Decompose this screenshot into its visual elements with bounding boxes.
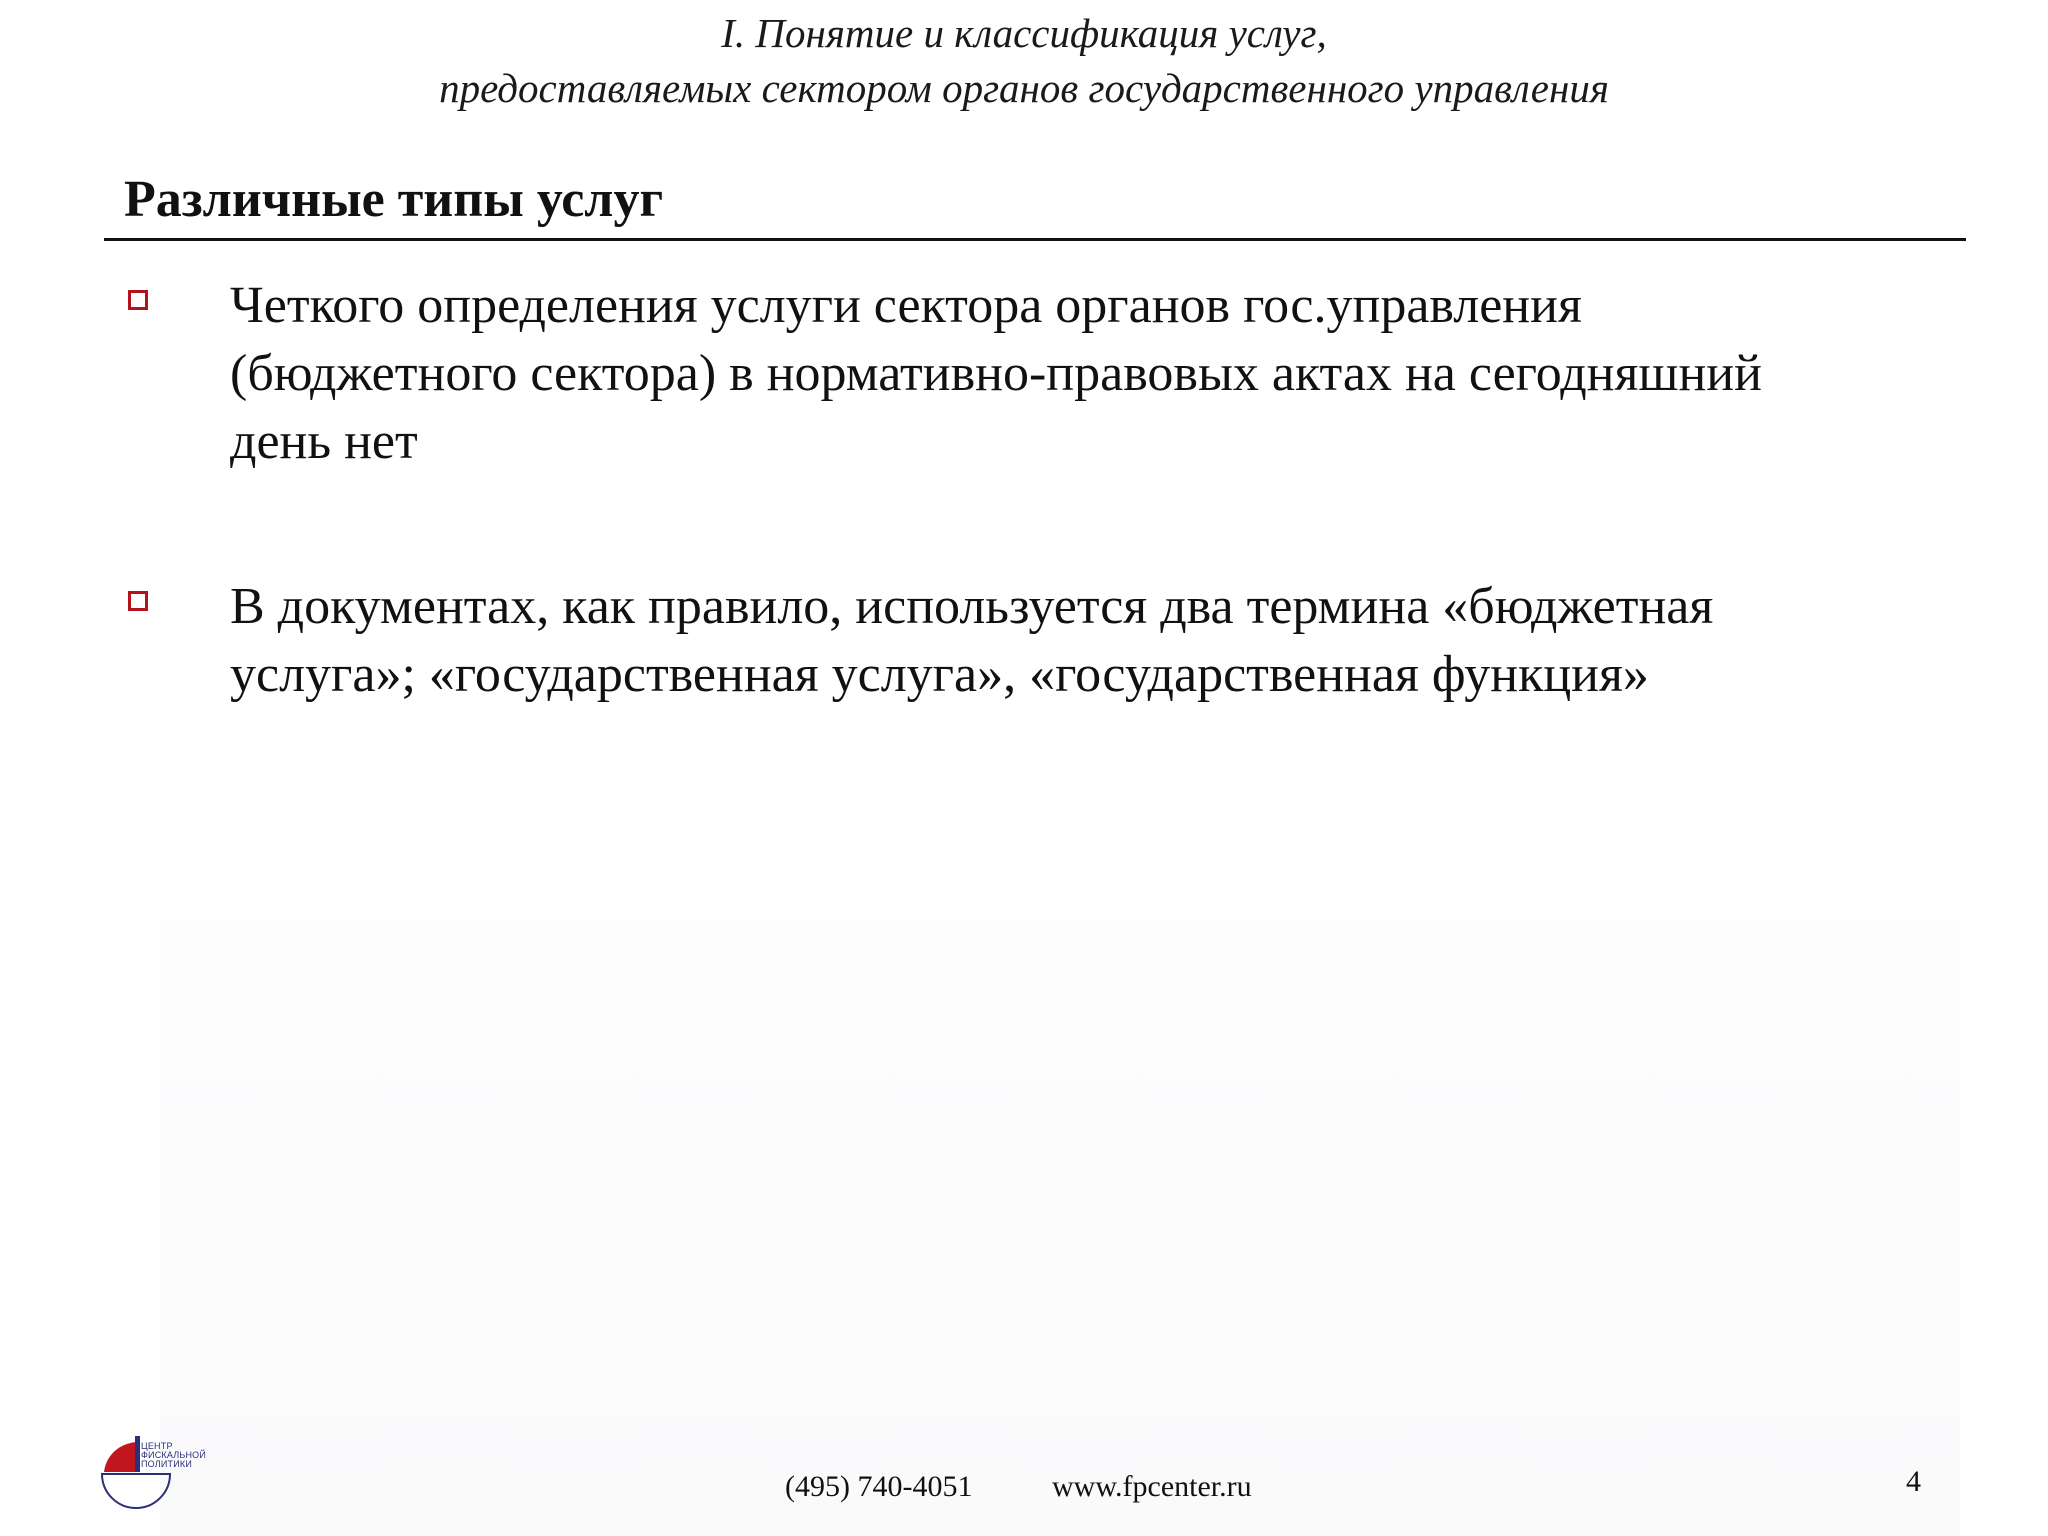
- footer-website-link[interactable]: www.fpcenter.ru: [1051, 1470, 1252, 1503]
- logo-text: [141, 1442, 206, 1469]
- bullet-text-line: В документах, как правило, используется два термина «бюджетная: [230, 578, 1714, 635]
- logo-text-line: ПОЛИТИКИ: [141, 1459, 193, 1469]
- slide-title: Различные типы услуг: [124, 171, 664, 228]
- bullet-text-line: Четкого определения услуги сектора органов гос.управления: [230, 277, 1582, 334]
- square-bullet-icon: [128, 591, 148, 611]
- page-number: 4: [1906, 1465, 1921, 1498]
- square-bullet-icon: [128, 290, 148, 310]
- section-header-line-1: I. Понятие и классификация услуг,: [721, 10, 1327, 56]
- bullet-text: [230, 573, 2048, 709]
- logo-text-line: ФИСКАЛЬНОЙ: [141, 1450, 207, 1460]
- bullet-text-line: день нет: [230, 413, 418, 470]
- bullet-text-line: услуга»; «государственная услуга», «государственная функция»: [230, 646, 1649, 703]
- bullet-text: [230, 272, 2048, 476]
- fiscal-policy-center-logo: [98, 1430, 228, 1520]
- footer-contacts: [785, 1467, 1252, 1507]
- section-header-line-2: предоставляемых сектором органов государственного управления: [439, 65, 1609, 111]
- bullet-text-line: (бюджетного сектора) в нормативно-правовых актах на сегодняшний: [230, 345, 1762, 402]
- footer-phone: (495) 740-4051: [785, 1470, 973, 1503]
- logo-text-line: ЦЕНТР: [141, 1441, 173, 1451]
